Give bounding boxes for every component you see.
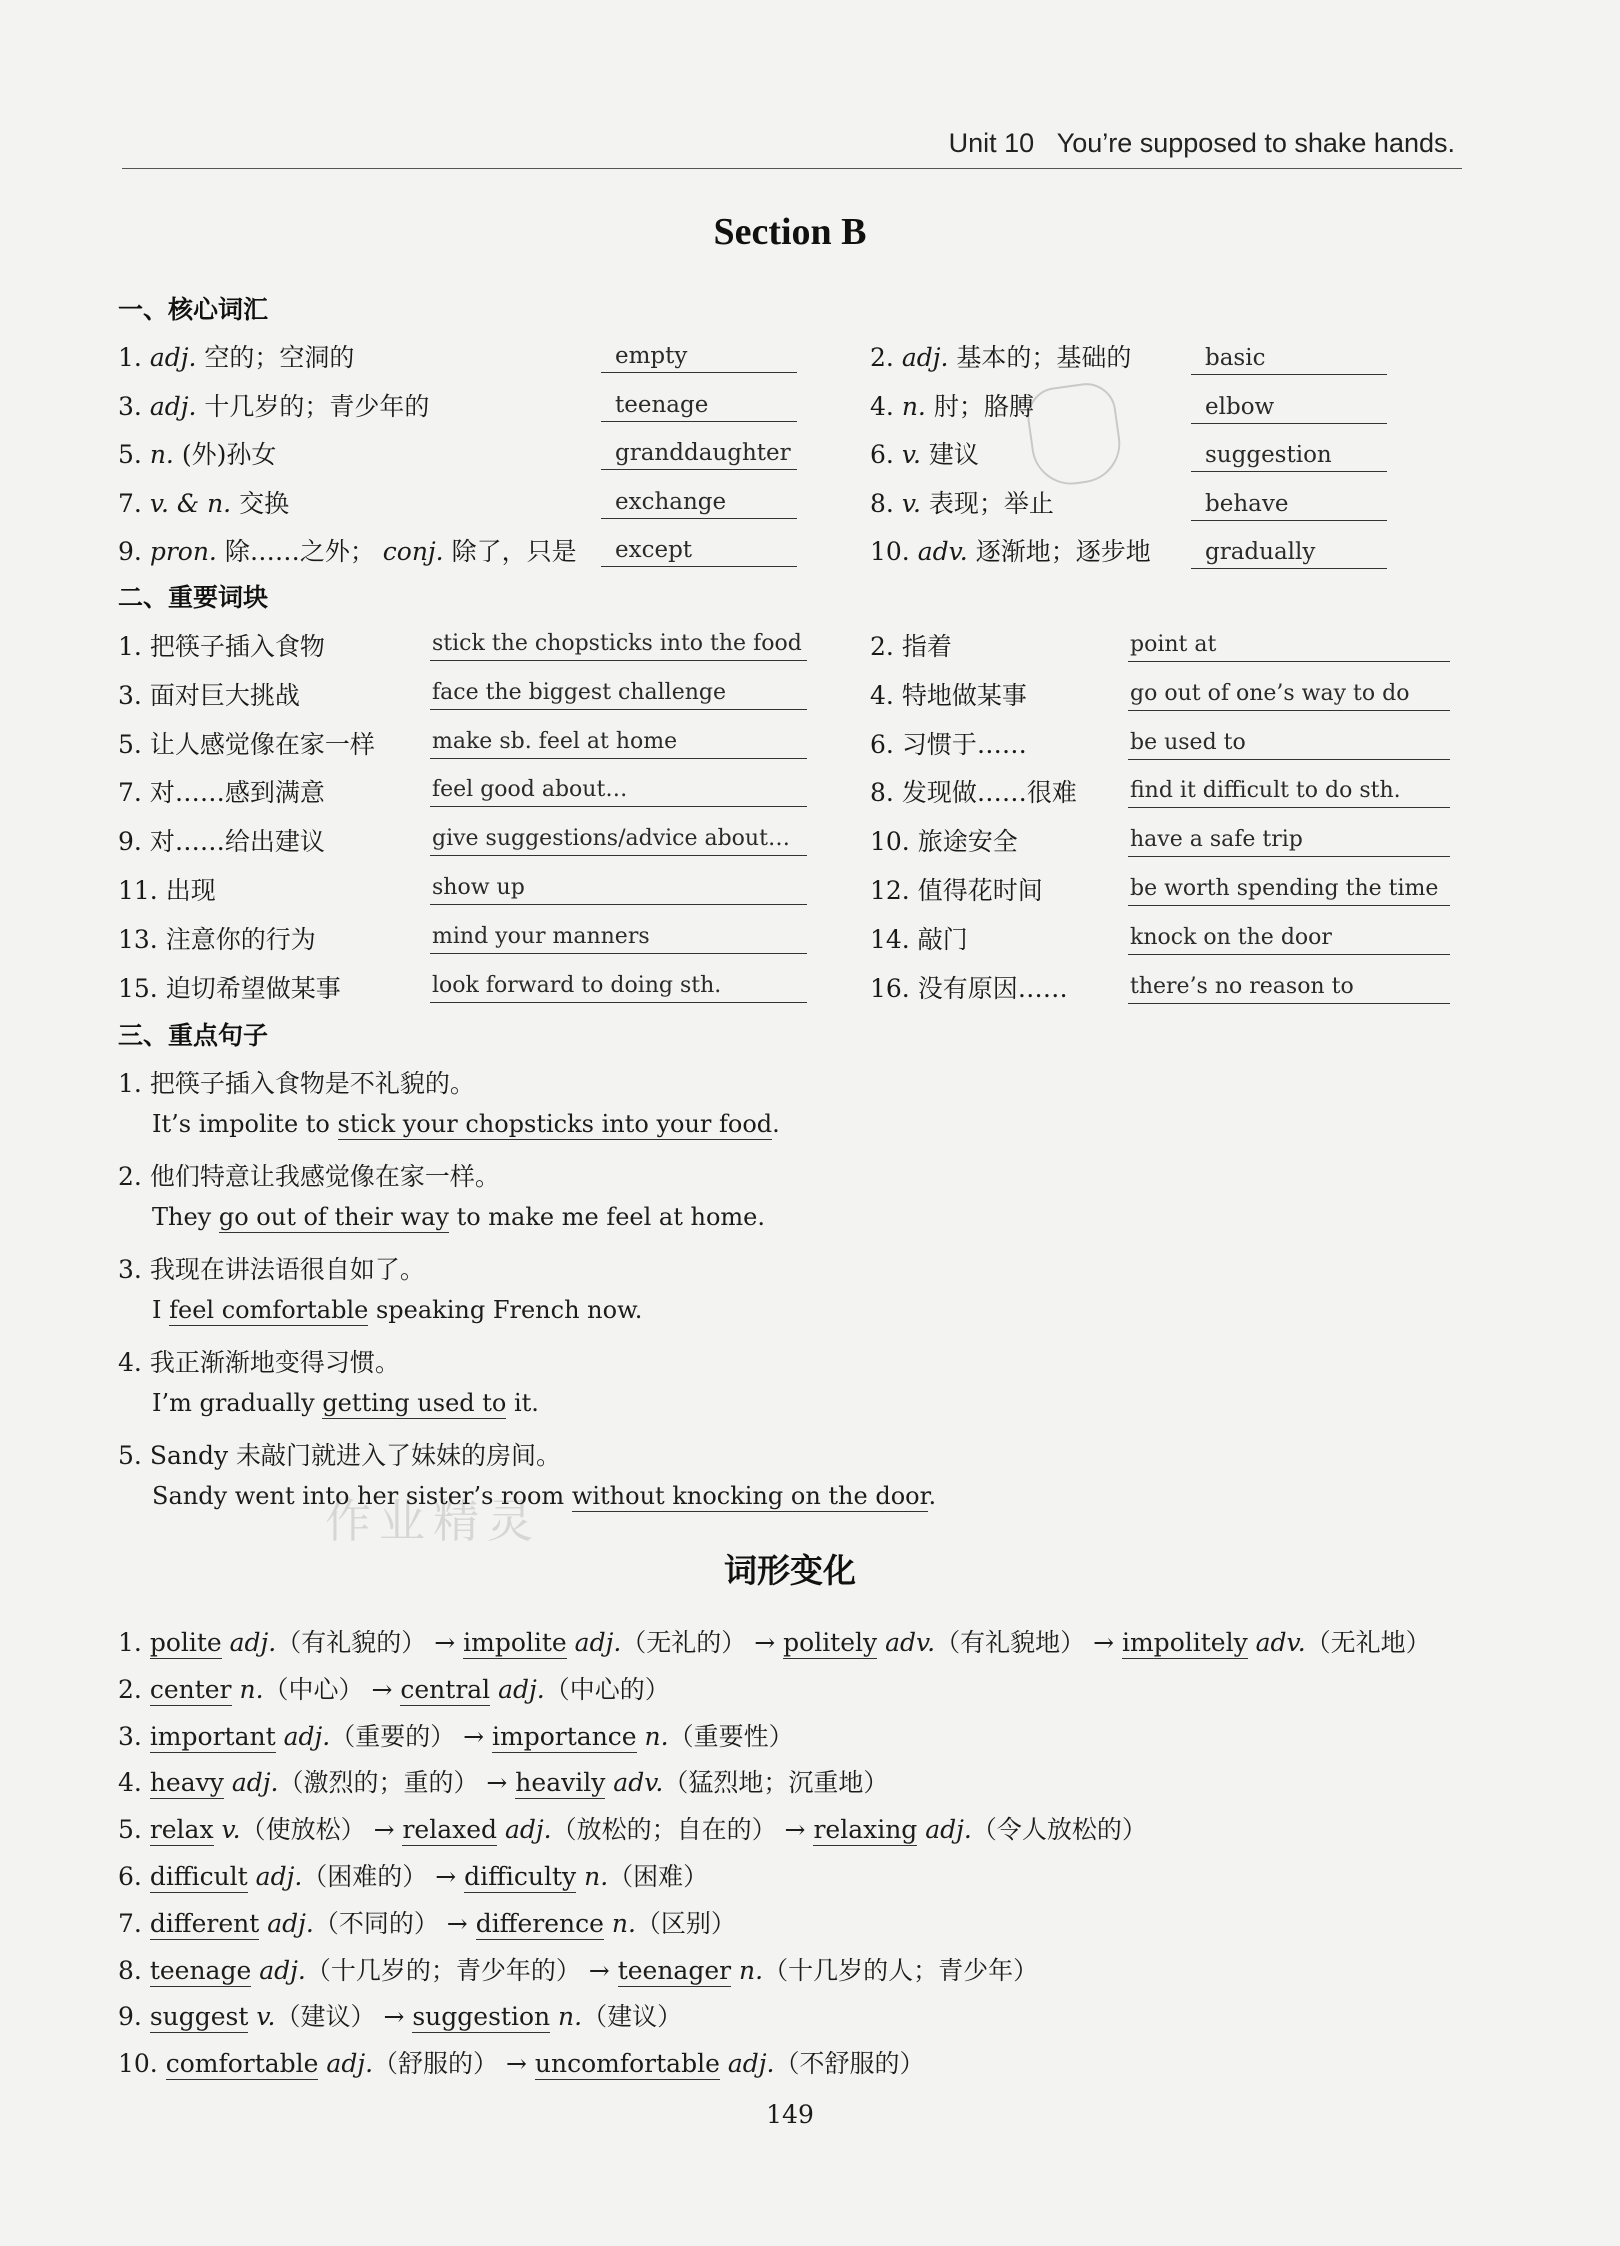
item-number: 2. <box>118 1674 150 1704</box>
part-of-speech: adj. <box>221 1628 277 1657</box>
sentence-english <box>152 1296 642 1324</box>
arrow-icon: → <box>426 1628 464 1657</box>
part-of-speech: n. <box>731 1955 764 1985</box>
vocab-item <box>118 435 276 471</box>
answer-blank: teenage <box>601 389 797 422</box>
chinese-meaning: 建议 <box>928 440 979 469</box>
chinese-meaning: （激烈的；重的） <box>278 1768 479 1798</box>
phrase-item <box>870 627 952 663</box>
part-of-speech: n. <box>149 440 182 469</box>
item-number: 15. <box>118 973 166 1003</box>
chinese-meaning: （有礼貌地） <box>935 1628 1086 1657</box>
word: relax <box>149 1815 214 1845</box>
phrase-item <box>870 676 1027 712</box>
chinese-meaning: 敲门 <box>917 924 968 954</box>
chinese-meaning: 注意你的行为 <box>165 924 316 954</box>
word: suggestion <box>412 2002 551 2032</box>
arrow-icon: → <box>478 1768 516 1798</box>
item-number: 4. <box>118 1348 150 1377</box>
chinese-meaning: 面对巨大挑战 <box>149 680 300 710</box>
sentence-suffix: to make me feel at home. <box>448 1203 765 1231</box>
arrow-icon: → <box>1085 1628 1122 1657</box>
word-form-row <box>118 1857 708 1893</box>
phrase-item <box>118 920 316 956</box>
part-of-speech: n. <box>550 2002 583 2032</box>
item-number: 4. <box>870 391 902 421</box>
chinese-meaning: (外)孙女 <box>181 440 277 469</box>
phrase-item <box>118 627 325 663</box>
answer-blank: granddaughter <box>601 437 797 470</box>
item-number: 2. <box>870 343 902 372</box>
part-of-speech: v. <box>213 1815 241 1845</box>
sentence-text: Sandy 未敲门就进入了妹妹的房间。 <box>149 1441 562 1470</box>
sentence-english <box>152 1110 780 1138</box>
answer-underline: stick your chopsticks into your food <box>337 1110 773 1138</box>
answer-blank: there’s no reason to <box>1128 971 1450 1004</box>
part-of-speech: adj. <box>251 1955 306 1985</box>
item-number: 6. <box>118 1862 150 1891</box>
item-number: 16. <box>870 973 918 1003</box>
item-number: 7. <box>118 778 150 808</box>
part-of-speech: adj. <box>719 2049 775 2079</box>
word: difficult <box>149 1862 248 1891</box>
answer-blank: have a safe trip <box>1128 824 1450 857</box>
chinese-meaning: （令人放松的） <box>971 1815 1147 1845</box>
chinese-meaning: （建议） <box>582 2002 683 2032</box>
arrow-icon: → <box>455 1721 493 1751</box>
answer-blank: point at <box>1128 629 1450 662</box>
answer-blank: give suggestions/advice about… <box>430 823 807 856</box>
answer-underline: getting used to <box>322 1389 507 1417</box>
phrase-item <box>118 725 375 761</box>
arrow-icon: → <box>580 1955 618 1985</box>
chinese-meaning: 肘；胳膊 <box>933 391 1034 421</box>
phrase-item <box>118 676 300 712</box>
word: relaxing <box>813 1815 918 1845</box>
chinese-meaning: （中心） <box>263 1674 364 1704</box>
chinese-meaning: 指着 <box>901 632 952 661</box>
part-of-speech: adv. <box>917 537 976 566</box>
item-number: 5. <box>118 440 150 469</box>
item-number: 10. <box>870 827 918 857</box>
word: uncomfortable <box>534 2049 720 2079</box>
word: comfortable <box>165 2049 319 2079</box>
word: difference <box>475 1908 604 1938</box>
part-of-speech: adj. <box>318 2049 374 2079</box>
arrow-icon: → <box>427 1862 465 1891</box>
answer-blank: feel good about… <box>430 774 807 807</box>
item-number: 1. <box>118 1069 150 1098</box>
item-number: 7. <box>118 488 150 518</box>
section-title: Section B <box>713 211 867 253</box>
answer-blank: look forward to doing sth. <box>430 970 807 1003</box>
phrase-item <box>118 871 216 907</box>
chinese-meaning: （区别） <box>635 1908 736 1938</box>
answer-underline: go out of their way <box>218 1203 449 1231</box>
word-form-row <box>118 1623 1431 1659</box>
part-of-speech: adv. <box>877 1628 936 1657</box>
answer-blank: mind your manners <box>430 921 807 954</box>
sentence-chinese <box>118 1436 561 1472</box>
answer-blank: be used to <box>1128 727 1450 760</box>
word: impolitely <box>1121 1628 1248 1657</box>
phrase-item <box>870 871 1043 907</box>
word-forms-title: 词形变化 <box>724 1551 856 1590</box>
chinese-meaning: （不同的） <box>313 1908 439 1938</box>
sentence-text: 把筷子插入食物是不礼貌的。 <box>149 1069 475 1098</box>
chinese-meaning: 迫切希望做某事 <box>165 973 341 1003</box>
header-divider <box>122 168 1462 169</box>
item-number: 5. <box>118 729 150 759</box>
vocab-item <box>870 532 1151 568</box>
sentence-chinese <box>118 1343 400 1379</box>
item-number: 2. <box>870 632 902 661</box>
word-form-row <box>118 1717 794 1753</box>
part-of-speech: pron. <box>149 537 225 566</box>
item-number: 9. <box>118 537 150 566</box>
chinese-meaning: 出现 <box>165 876 216 905</box>
word: teenager <box>617 1955 732 1985</box>
word-form-row <box>118 1997 682 2033</box>
part-of-speech: adj. <box>247 1862 303 1891</box>
word: different <box>149 1908 260 1938</box>
word: suggest <box>149 2002 249 2032</box>
sentence-prefix: They <box>152 1203 219 1231</box>
vocab-item <box>870 484 1054 520</box>
item-number: 6. <box>870 440 902 469</box>
vocab-item <box>870 435 979 471</box>
answer-blank: be worth spending the time <box>1128 873 1450 906</box>
answer-blank: suggestion <box>1191 439 1387 472</box>
vocab-item <box>118 532 577 568</box>
answer-blank: find it difficult to do sth. <box>1128 775 1450 808</box>
part-of-speech: adj. <box>259 1908 314 1938</box>
watermark-text: 作业精灵 <box>325 1494 541 1548</box>
sentence-chinese <box>118 1064 475 1100</box>
chinese-meaning: 表现；举止 <box>928 488 1054 518</box>
word-form-row <box>118 1763 888 1799</box>
part-of-speech: adv. <box>605 1768 664 1798</box>
chinese-meaning: （重要性） <box>668 1721 794 1751</box>
item-number: 8. <box>870 488 902 518</box>
item-number: 2. <box>118 1162 150 1191</box>
chinese-meaning: （猛烈地；沉重地） <box>663 1768 889 1798</box>
item-number: 6. <box>870 729 902 759</box>
answer-underline: without knocking on the door <box>571 1482 929 1510</box>
chinese-meaning: 让人感觉像在家一样 <box>149 729 375 759</box>
item-number: 14. <box>870 924 918 954</box>
chinese-meaning: 除了，只是 <box>451 537 577 566</box>
phrase-item <box>118 773 325 809</box>
word: center <box>149 1674 232 1704</box>
part-of-speech: adj. <box>223 1768 279 1798</box>
arrow-icon: → <box>776 1815 814 1845</box>
phrase-item <box>870 822 1018 858</box>
vocab-item <box>870 387 1034 423</box>
sentence-text: 我现在讲法语很自如了。 <box>149 1255 425 1284</box>
sentence-suffix: it. <box>506 1389 539 1417</box>
arrow-icon: → <box>498 2049 535 2079</box>
part-of-speech: adj. <box>149 391 205 421</box>
arrow-icon: → <box>365 1815 403 1845</box>
word-form-row <box>118 1951 1038 1987</box>
word: teenage <box>149 1955 252 1985</box>
item-number: 11. <box>118 876 166 905</box>
vocab-item <box>118 338 354 374</box>
part-of-speech: adj. <box>917 1815 972 1845</box>
chinese-meaning: 值得花时间 <box>917 876 1043 905</box>
sentence-suffix: . <box>928 1482 937 1510</box>
sentence-suffix: speaking French now. <box>368 1296 643 1324</box>
answer-blank: elbow <box>1191 391 1387 424</box>
chinese-meaning: （困难） <box>608 1862 709 1891</box>
part1-heading: 一、核心词汇 <box>118 295 269 324</box>
chinese-meaning: （建议） <box>275 2002 376 2032</box>
item-number: 1. <box>118 343 150 372</box>
item-number: 12. <box>870 876 918 905</box>
unit-label: Unit 10 <box>948 128 1035 158</box>
part-of-speech: v. <box>901 440 929 469</box>
item-number: 3. <box>118 391 150 421</box>
answer-blank: basic <box>1191 342 1387 375</box>
chinese-meaning: 没有原因…… <box>917 973 1068 1003</box>
word-form-row <box>118 2044 924 2080</box>
item-number: 9. <box>118 827 150 857</box>
phrase-item <box>870 725 1027 761</box>
part-of-speech: adj. <box>497 1815 552 1845</box>
chinese-meaning: 对……感到满意 <box>149 778 325 808</box>
sentence-suffix: . <box>772 1110 780 1138</box>
chinese-meaning: 旅途安全 <box>917 827 1018 857</box>
word: important <box>149 1721 276 1751</box>
chinese-meaning: （困难的） <box>302 1862 428 1891</box>
item-number: 7. <box>118 1908 150 1938</box>
sentence-prefix: I’m gradually <box>152 1389 323 1417</box>
phrase-item <box>870 969 1068 1005</box>
answer-blank: gradually <box>1191 536 1387 569</box>
part-of-speech: adv. <box>1247 1628 1306 1657</box>
word: relaxed <box>402 1815 498 1845</box>
sentence-chinese <box>118 1250 425 1286</box>
chinese-meaning: 把筷子插入食物 <box>149 632 325 661</box>
word: polite <box>149 1628 222 1657</box>
item-number: 4. <box>118 1768 150 1798</box>
word-form-row <box>118 1810 1147 1846</box>
part-of-speech: conj. <box>374 537 452 566</box>
word: politely <box>783 1628 878 1657</box>
part-of-speech: n. <box>636 1721 669 1751</box>
answer-blank: make sb. feel at home <box>430 726 807 759</box>
chinese-meaning: （无礼的） <box>621 1628 747 1657</box>
item-number: 9. <box>118 2002 150 2032</box>
item-number: 8. <box>870 778 902 808</box>
item-number: 4. <box>870 680 902 710</box>
phrase-item <box>870 920 968 956</box>
word: importance <box>492 1721 637 1751</box>
chinese-meaning: 习惯于…… <box>901 729 1027 759</box>
item-number: 1. <box>118 632 150 661</box>
chinese-meaning: 发现做……很难 <box>901 778 1077 808</box>
arrow-icon: → <box>375 2002 413 2032</box>
word-form-row <box>118 1904 736 1940</box>
sentence-prefix: Sandy went into her sister’s room <box>152 1482 572 1510</box>
chinese-meaning: （十几岁的人；青少年） <box>763 1955 1039 1985</box>
answer-blank: behave <box>1191 488 1387 521</box>
chinese-meaning: （十几岁的；青少年的） <box>305 1955 581 1985</box>
unit-header <box>0 128 1455 159</box>
chinese-meaning: （使放松） <box>240 1815 366 1845</box>
answer-blank: except <box>601 534 797 567</box>
part-of-speech: n. <box>576 1862 609 1891</box>
chinese-meaning: （舒服的） <box>373 2049 499 2079</box>
part3-heading: 三、重点句子 <box>118 1021 269 1050</box>
part-of-speech: v. <box>248 2002 276 2032</box>
sentence-english <box>152 1389 539 1417</box>
phrase-item <box>118 822 325 858</box>
vocab-item <box>870 338 1131 374</box>
answer-blank: knock on the door <box>1128 922 1450 955</box>
vocab-item <box>118 484 289 520</box>
item-number: 5. <box>118 1441 150 1470</box>
chinese-meaning: 基本的；基础的 <box>956 343 1132 372</box>
answer-blank: go out of one’s way to do <box>1128 678 1450 711</box>
answer-blank: empty <box>601 340 797 373</box>
answer-blank: face the biggest challenge <box>430 677 807 710</box>
part-of-speech: adj. <box>901 343 957 372</box>
part-of-speech: adj. <box>566 1628 622 1657</box>
chinese-meaning: 特地做某事 <box>901 680 1027 710</box>
word: central <box>400 1674 491 1704</box>
arrow-icon: → <box>438 1908 476 1938</box>
chinese-meaning: （中心的） <box>544 1674 670 1704</box>
chinese-meaning: （不舒服的） <box>774 2049 925 2079</box>
sentence-prefix: I <box>152 1296 170 1324</box>
part-of-speech: adj. <box>149 343 205 372</box>
answer-underline: feel comfortable <box>169 1296 369 1324</box>
unit-title: You’re supposed to shake hands. <box>1056 128 1455 158</box>
chinese-meaning: 空的；空洞的 <box>204 343 355 372</box>
answer-blank: show up <box>430 872 807 905</box>
item-number: 1. <box>118 1628 150 1657</box>
item-number: 3. <box>118 1255 150 1284</box>
part-of-speech: n. <box>901 391 934 421</box>
arrow-icon: → <box>746 1628 784 1657</box>
part-of-speech: v. <box>901 488 929 518</box>
chinese-meaning: 交换 <box>239 488 290 518</box>
part-of-speech: n. <box>603 1908 636 1938</box>
sentence-english <box>152 1482 936 1510</box>
sentence-text: 他们特意让我感觉像在家一样。 <box>149 1162 500 1191</box>
phrase-item <box>870 773 1077 809</box>
chinese-meaning: （放松的；自在的） <box>551 1815 777 1845</box>
part-of-speech: adj. <box>275 1721 331 1751</box>
item-number: 8. <box>118 1955 150 1985</box>
vocab-item <box>118 387 429 423</box>
page-number: 149 <box>766 2100 814 2129</box>
chinese-meaning: 除……之外； <box>224 537 375 566</box>
item-number: 13. <box>118 924 166 954</box>
chinese-meaning: 十几岁的；青少年的 <box>204 391 430 421</box>
part-of-speech: n. <box>231 1674 264 1704</box>
answer-blank: stick the chopsticks into the food <box>430 628 807 661</box>
sentence-prefix: It’s impolite to <box>152 1110 338 1138</box>
word: heavily <box>515 1768 606 1798</box>
answer-blank: exchange <box>601 486 797 519</box>
chinese-meaning: （无礼地） <box>1305 1628 1431 1657</box>
chinese-meaning: 对……给出建议 <box>149 827 325 857</box>
word: difficulty <box>464 1862 577 1891</box>
chinese-meaning: 逐渐地；逐步地 <box>975 537 1151 566</box>
item-number: 10. <box>118 2049 166 2079</box>
phrase-item <box>118 969 341 1005</box>
item-number: 3. <box>118 1721 150 1751</box>
part2-heading: 二、重要词块 <box>118 583 269 612</box>
watermark-stamp <box>1024 379 1126 489</box>
item-number: 5. <box>118 1815 150 1845</box>
part-of-speech: v. & n. <box>149 488 240 518</box>
item-number: 10. <box>870 537 918 566</box>
chinese-meaning: （重要的） <box>330 1721 456 1751</box>
chinese-meaning: （有礼貌的） <box>276 1628 427 1657</box>
word-form-row <box>118 1670 670 1706</box>
sentence-text: 我正渐渐地变得习惯。 <box>149 1348 400 1377</box>
word: impolite <box>463 1628 567 1657</box>
item-number: 3. <box>118 680 150 710</box>
sentence-english <box>152 1203 765 1231</box>
word: heavy <box>149 1768 224 1798</box>
arrow-icon: → <box>363 1674 401 1704</box>
sentence-chinese <box>118 1157 500 1193</box>
part-of-speech: adj. <box>490 1674 545 1704</box>
